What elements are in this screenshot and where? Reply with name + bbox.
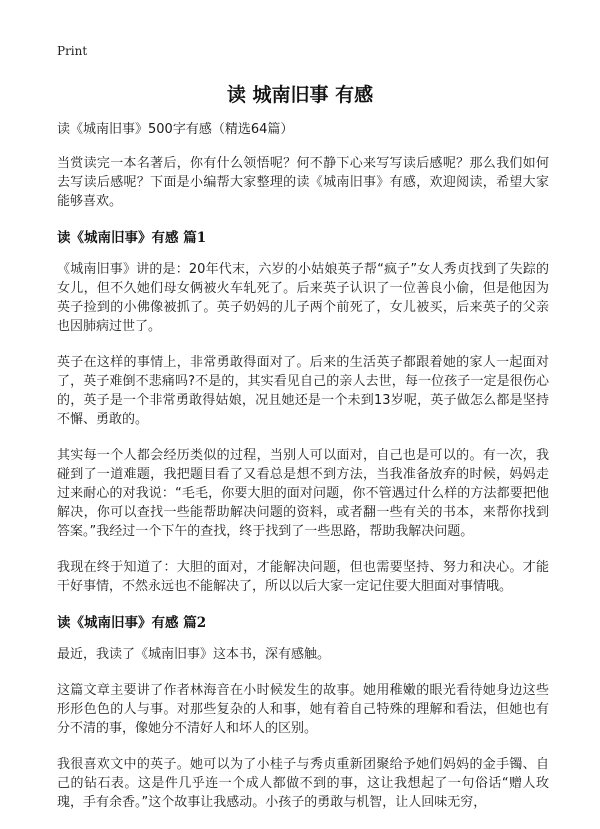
paragraph: 我很喜欢文中的英子。她可以为了小桂子与秀贞重新团聚给予她们妈妈的金手镯、自己的钻石表。这是件几乎连一个成人都做不到的事，这让我想起了一句俗话“赠人玫瑰，手有余香。”这个故事让我感动。小孩子的勇敢与机智，让人回味无穷， — [57, 757, 549, 810]
paragraph: 我现在终于知道了：大胆的面对，才能解决问题，但也需要坚持、努力和决心。才能干好事情，不然永远也不能解决了，所以以后大家一定记住要大胆面对事情哦。 — [57, 560, 549, 594]
page-title: 读 城南旧事 有感 — [226, 84, 374, 106]
paragraph: 其实每一个人都会经历类似的过程，当别人可以面对，自己也是可以的。有一次，我碰到了一道难题，我把题目看了又看总是想不到方法，当我准备放弃的时候，妈妈走过来耐心的对我说：“毛毛，你要大胆的面对问题，你不管遇过什么样的方法都要把他解决，你可以查找一些能帮助解决问题的资料，或者翻一些有关的书本，来帮你找到答案。”我经过一个下午的查找，终于找到了一些思路，帮助我解决问题。 — [57, 448, 549, 539]
intro-paragraph: 当赏读完一本名著后，你有什么领悟呢？何不静下心来写写读后感呢？那么我们如何去写读后感呢？下面是小编帮大家整理的读《城南旧事》有感，欢迎阅读，希望大家能够喜欢。 — [57, 156, 549, 209]
paragraph: 最近，我读了《城南旧事》这本书，深有感触。 — [57, 647, 331, 662]
paragraph: 这篇文章主要讲了作者林海音在小时候发生的故事。她用稚嫩的眼光看待她身边这些形形色色的人与事。对那些复杂的人和事，她有着自己特殊的理解和看法，但她也有分不清的事，像她分不清好人和坏人的区别。 — [57, 683, 549, 736]
paragraph: 英子在这样的事情上，非常勇敢得面对了。后来的生活英子都跟着她的家人一起面对了，英子难倒不悲痛吗?不是的，其实看见自己的亲人去世，每一位孩子一定是很伤心的，英子是一个非常勇敢得姑娘，况且她还是一个未到13岁呢，英子做怎么都是坚持不懈、勇敢的。 — [57, 355, 549, 427]
section-heading-1: 读《城南旧事》有感 篇1 — [57, 230, 207, 246]
article-body — [57, 120, 549, 829]
section-heading-2: 读《城南旧事》有感 篇2 — [57, 615, 207, 631]
article-subtitle: 读《城南旧事》500字有感（精选64篇） — [57, 122, 294, 137]
paragraph: 《城南旧事》讲的是：20年代末，六岁的小姑娘英子帮“疯子”女人秀贞找到了失踪的女儿，但不久她们母女俩被火车轧死了。后来英子认识了一位善良小偷，但是他因为英子捡到的小佛像被抓了。英子奶妈的儿子两个前死了，女儿被买，后来英子的父亲也因肺病过世了。 — [57, 262, 549, 334]
print-link[interactable]: Print — [57, 44, 88, 58]
